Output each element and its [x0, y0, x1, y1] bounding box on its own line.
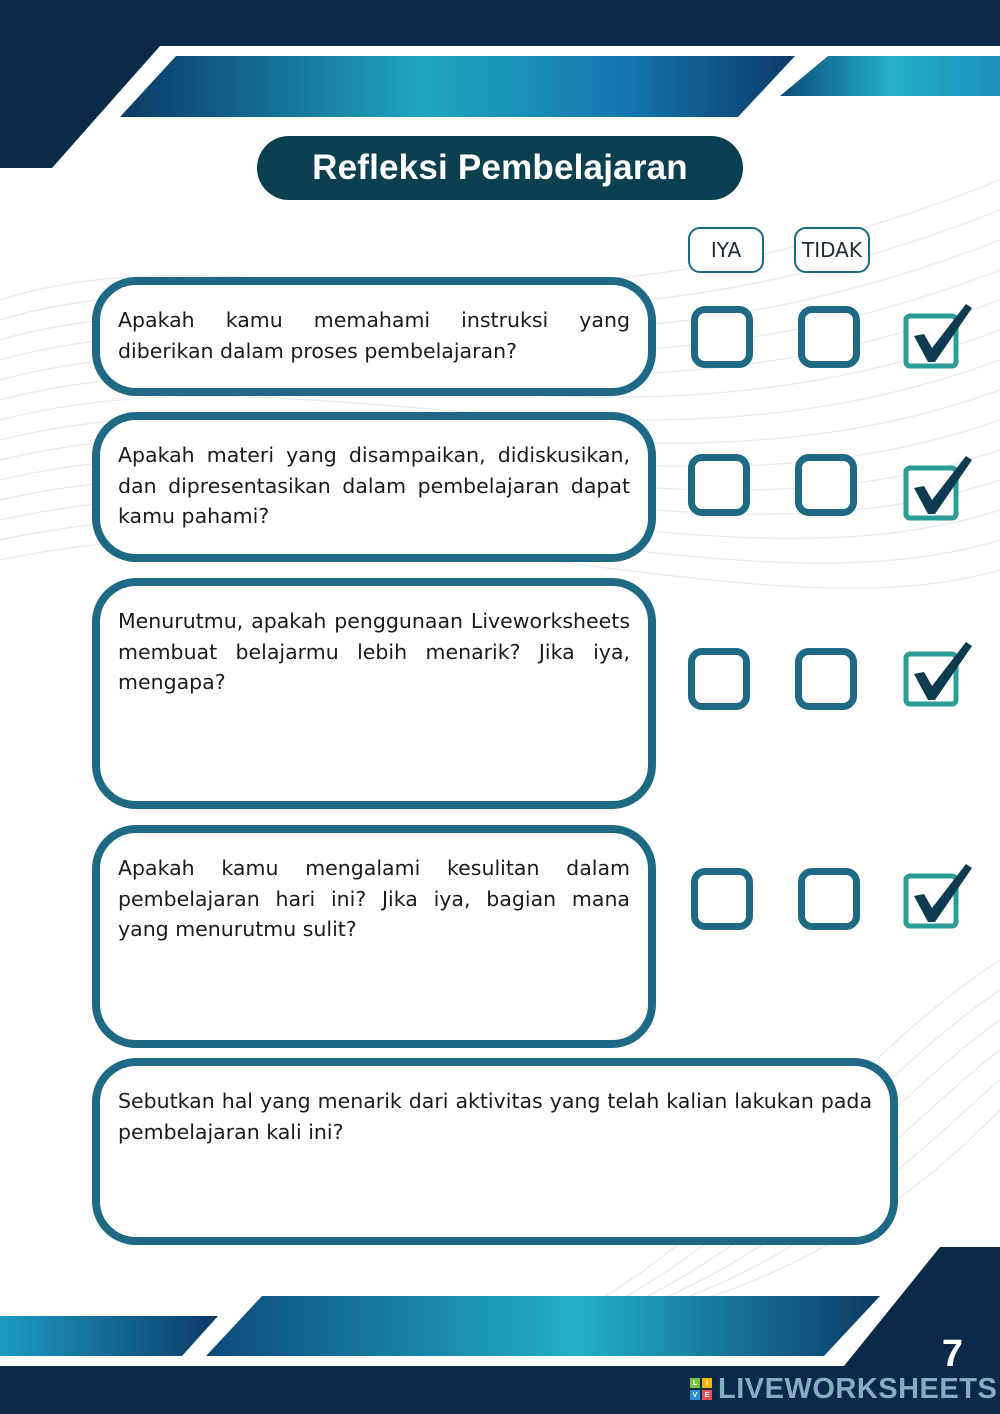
checkbox-tidak-q3[interactable]: [795, 648, 857, 710]
checkbox-iya-q3[interactable]: [688, 648, 750, 710]
checkbox-tidak-q4[interactable]: [798, 868, 860, 930]
question-box-2: [92, 412, 656, 562]
logo-letter: E: [702, 1390, 712, 1400]
brand-text: LIVEWORKSHEETS: [718, 1372, 998, 1405]
question-text-1: Apakah kamu memahami instruksi yang diberikan dalam proses pembelajaran?: [118, 308, 630, 363]
logo-letter: I: [702, 1378, 712, 1388]
final-question-box[interactable]: [92, 1058, 898, 1245]
question-text-2: Apakah materi yang disampaikan, didiskusikan, dan dipresentasikan dalam pembelajaran dapat kamu pahami?: [118, 443, 630, 528]
liveworksheets-logo-icon: [690, 1378, 712, 1400]
column-header-iya: IYA: [688, 227, 764, 273]
final-question-text: Sebutkan hal yang menarik dari aktivitas yang telah kalian lakukan pada pembelajaran kali ini?: [118, 1089, 872, 1144]
column-header-tidak: TIDAK: [794, 227, 870, 273]
question-text-4: Apakah kamu mengalami kesulitan dalam pembelajaran hari ini? Jika iya, bagian mana yang menurutmu sulit?: [118, 856, 630, 941]
checkbox-iya-q4[interactable]: [691, 868, 753, 930]
question-box-3: [92, 578, 656, 809]
check-icon[interactable]: [902, 638, 974, 708]
check-icon[interactable]: [902, 452, 974, 522]
page-number: 7: [941, 1333, 963, 1375]
checkbox-tidak-q1[interactable]: [798, 306, 860, 368]
checkbox-tidak-q2[interactable]: [795, 454, 857, 516]
check-icon[interactable]: [902, 300, 974, 370]
page-title: Refleksi Pembelajaran: [257, 136, 743, 200]
question-text-3: Menurutmu, apakah penggunaan Liveworksheets membuat belajarmu lebih menarik? Jika iya, mengapa?: [118, 609, 630, 694]
logo-letter: L: [690, 1378, 700, 1388]
checkbox-iya-q2[interactable]: [688, 454, 750, 516]
logo-letter: V: [690, 1390, 700, 1400]
checkbox-iya-q1[interactable]: [691, 306, 753, 368]
check-icon[interactable]: [902, 860, 974, 930]
question-box-4: [92, 825, 656, 1048]
liveworksheets-brand: [690, 1374, 997, 1404]
question-box-1: [92, 277, 656, 396]
